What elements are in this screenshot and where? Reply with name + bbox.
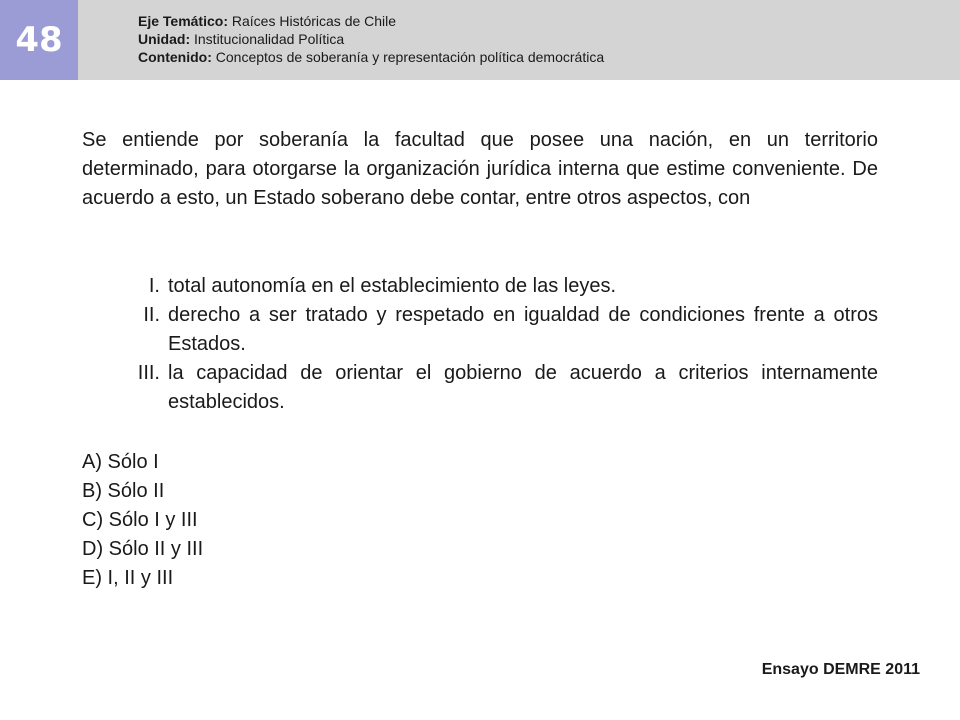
- eje-tematico-value: Raíces Históricas de Chile: [231, 13, 397, 29]
- statement-numeral: I.: [148, 275, 160, 297]
- contenido-row: [138, 48, 604, 66]
- question-number: 48: [15, 20, 63, 60]
- statement-item: [82, 272, 878, 301]
- unidad-row: [138, 30, 604, 48]
- option-a[interactable]: A) Sólo I: [82, 451, 159, 473]
- option-e[interactable]: E) I, II y III: [82, 567, 174, 589]
- eje-tematico-row: [138, 12, 604, 30]
- contenido-value: Conceptos de soberanía y representación política democrática: [215, 49, 605, 65]
- option-b[interactable]: B) Sólo II: [82, 480, 165, 502]
- unidad-label: Unidad:: [138, 31, 191, 47]
- answer-options: [82, 448, 203, 593]
- question-number-badge: [0, 0, 78, 80]
- statement-numeral: II.: [143, 304, 160, 326]
- source-footer: Ensayo DEMRE 2011: [761, 661, 920, 678]
- statement-text: derecho a ser tratado y respetado en igualdad de condiciones frente a otros Estados.: [168, 304, 878, 355]
- option-d[interactable]: D) Sólo II y III: [82, 538, 204, 560]
- contenido-label: Contenido:: [138, 49, 212, 65]
- statement-text: total autonomía en el establecimiento de las leyes.: [168, 275, 617, 297]
- question-stem: Se entiende por soberanía la facultad que posee una nación, en un territorio determinado, para otorgarse la organización jurídica interna que estime conveniente. De acuerdo a esto, un Estado soberano debe contar, entre otros aspectos, con: [82, 129, 878, 209]
- statement-list: [82, 272, 878, 417]
- statement-item: [82, 359, 878, 417]
- option-c[interactable]: C) Sólo I y III: [82, 509, 198, 531]
- eje-tematico-label: Eje Temático:: [138, 13, 228, 29]
- statement-numeral: III.: [137, 362, 160, 384]
- statement-item: [82, 301, 878, 359]
- question-metadata: [138, 12, 604, 66]
- unidad-value: Institucionalidad Política: [194, 31, 345, 47]
- statement-text: la capacidad de orientar el gobierno de acuerdo a criterios internamente establecidos.: [168, 362, 878, 413]
